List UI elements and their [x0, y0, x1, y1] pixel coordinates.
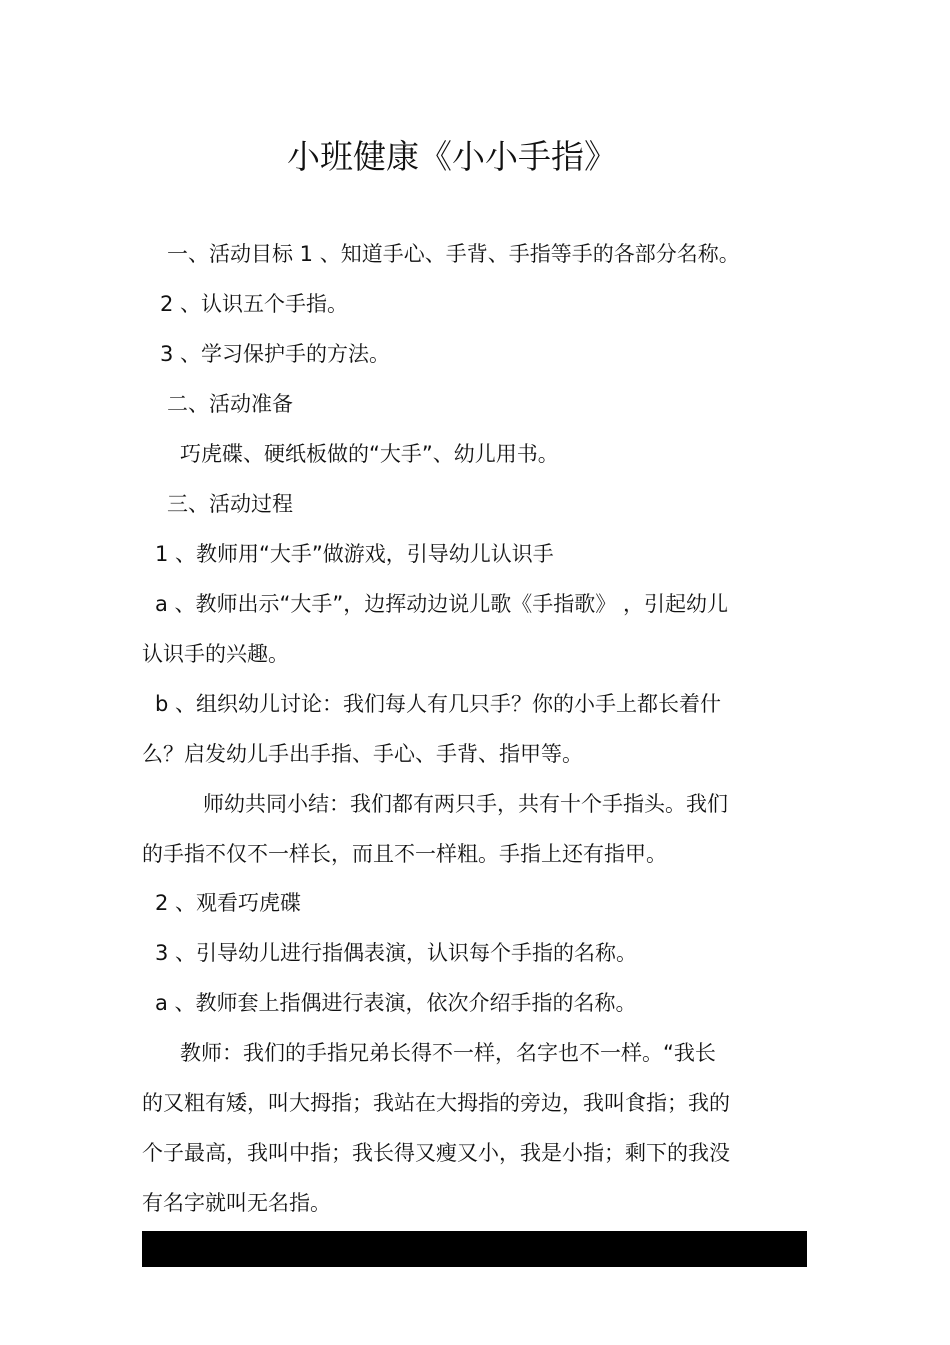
section-heading: 二、活动准备: [167, 392, 293, 416]
paragraph-line: 师幼共同小结：我们都有两只手，共有十个手指头。我们: [203, 792, 728, 816]
paragraph-line: 一、活动目标 1 、知道手心、手背、手指等手的各部分名称。: [167, 242, 740, 266]
paragraph-line: a 、教师出示“大手”，边挥动边说儿歌《手指歌》 ，引起幼儿: [155, 592, 728, 616]
section-heading: 三、活动过程: [167, 492, 293, 516]
paragraph-line: 个子最高，我叫中指；我长得又瘦又小，我是小指；剩下的我没: [142, 1141, 730, 1165]
paragraph-line: 巧虎碟、硬纸板做的“大手”、幼儿用书。: [180, 442, 559, 466]
document-title: 小班健康《小小手指》: [287, 137, 617, 176]
paragraph-line: b 、组织幼儿讨论：我们每人有几只手？你的小手上都长着什: [155, 692, 722, 716]
paragraph-line: 3 、学习保护手的方法。: [160, 342, 391, 366]
paragraph-line: 1 、教师用“大手”做游戏，引导幼儿认识手: [155, 542, 554, 566]
paragraph-line: 的又粗有矮，叫大拇指；我站在大拇指的旁边，我叫食指；我的: [142, 1091, 730, 1115]
paragraph-line: a 、教师套上指偶进行表演，依次介绍手指的名称。: [155, 991, 637, 1015]
paragraph-line: 2 、观看巧虎碟: [155, 891, 302, 915]
paragraph-line: 教师：我们的手指兄弟长得不一样，名字也不一样。“我长: [180, 1041, 716, 1065]
paragraph-line: 3 、引导幼儿进行指偶表演，认识每个手指的名称。: [155, 941, 638, 965]
black-bar: [142, 1231, 807, 1267]
paragraph-line: 的手指不仅不一样长，而且不一样粗。手指上还有指甲。: [142, 842, 667, 866]
paragraph-line: 有名字就叫无名指。: [142, 1191, 331, 1215]
paragraph-line: 认识手的兴趣。: [142, 642, 289, 666]
paragraph-line: 2 、认识五个手指。: [160, 292, 349, 316]
paragraph-line: 么？启发幼儿手出手指、手心、手背、指甲等。: [142, 742, 583, 766]
